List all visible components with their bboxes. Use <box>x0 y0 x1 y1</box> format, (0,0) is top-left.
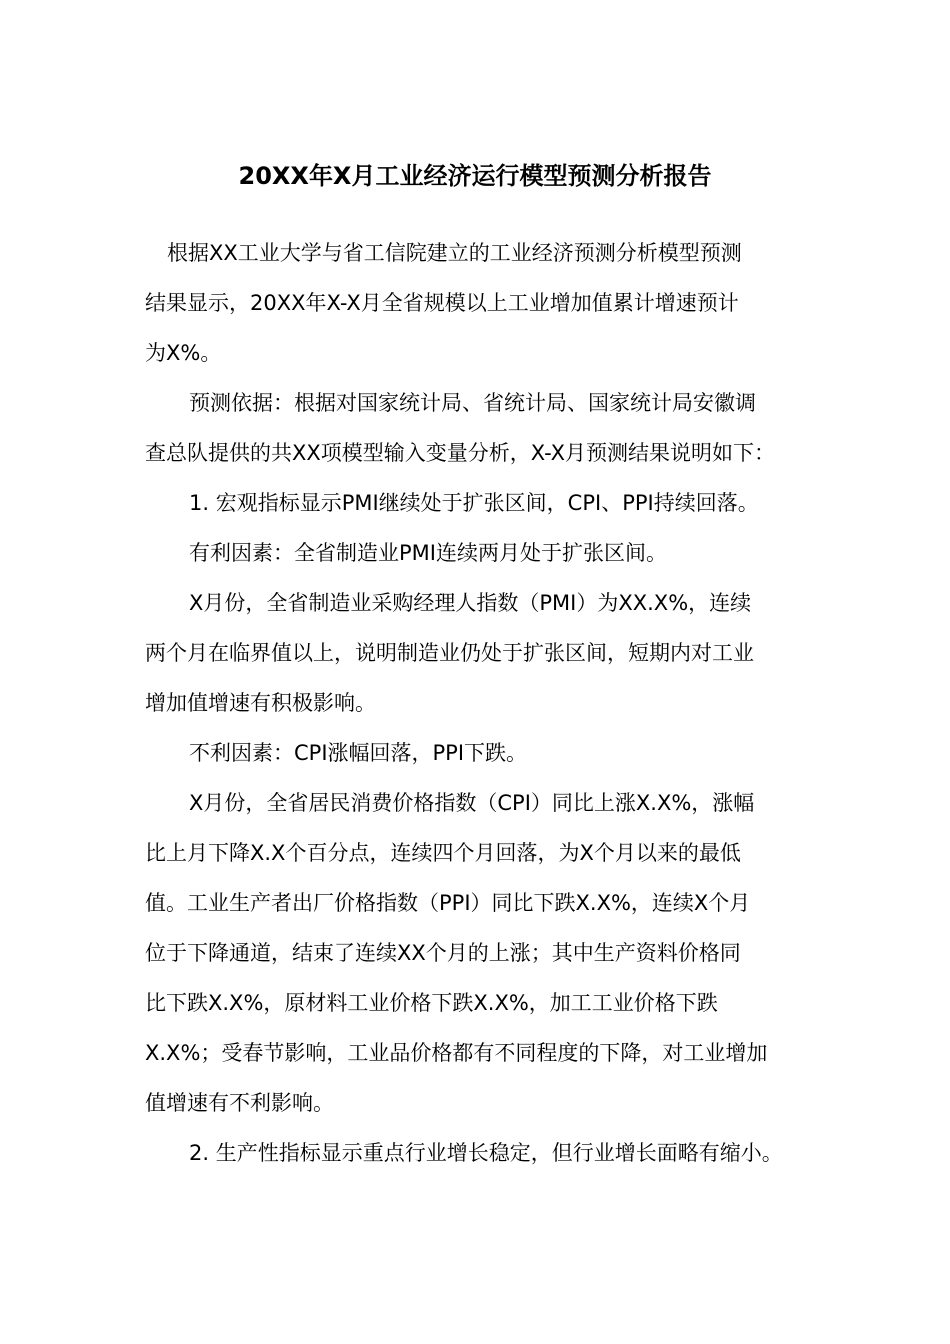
paragraph-line: 值增速有不利影响。 <box>145 1091 334 1115</box>
paragraph-line: 根据XX工业大学与省工信院建立的工业经济预测分析模型预测 <box>167 241 742 265</box>
paragraph-line: 不利因素：CPI涨幅回落，PPI下跌。 <box>189 741 528 765</box>
paragraph-line: 增加值增速有积极影响。 <box>145 691 376 715</box>
paragraph-line: 位于下降通道，结束了连续XX个月的上涨；其中生产资料价格同 <box>145 941 741 965</box>
paragraph-line: X.X%；受春节影响，工业品价格都有不同程度的下降，对工业增加 <box>145 1041 768 1065</box>
paragraph-line: 两个月在临界值以上，说明制造业仍处于扩张区间，短期内对工业 <box>145 641 754 665</box>
paragraph-line: 预测依据：根据对国家统计局、省统计局、国家统计局安徽调 <box>189 391 756 415</box>
paragraph-line: 有利因素：全省制造业PMI连续两月处于扩张区间。 <box>189 541 667 565</box>
section-heading: 1. 宏观指标显示PMI继续处于扩张区间，CPI、PPI持续回落。 <box>189 491 759 515</box>
section-heading: 2. 生产性指标显示重点行业增长稳定，但行业增长面略有缩小。 <box>189 1141 783 1165</box>
paragraph-line: 比下跌X.X%，原材料工业价格下跌X.X%，加工工业价格下跌 <box>145 991 718 1015</box>
paragraph-line: X月份，全省制造业采购经理人指数（PMI）为XX.X%，连续 <box>189 591 752 615</box>
document-title: 20XX年X月工业经济运行模型预测分析报告 <box>238 162 712 190</box>
paragraph-line: 查总队提供的共XX项模型输入变量分析，X-X月预测结果说明如下： <box>145 441 776 465</box>
paragraph-line: 值。工业生产者出厂价格指数（PPI）同比下跌X.X%，连续X个月 <box>145 891 751 915</box>
paragraph-line: 结果显示，20XX年X-X月全省规模以上工业增加值累计增速预计 <box>145 291 739 315</box>
paragraph-line: X月份，全省居民消费价格指数（CPI）同比上涨X.X%，涨幅 <box>189 791 755 815</box>
paragraph-line: 为X%。 <box>145 341 222 365</box>
paragraph-line: 比上月下降X.X个百分点，连续四个月回落，为X个月以来的最低 <box>145 841 741 865</box>
